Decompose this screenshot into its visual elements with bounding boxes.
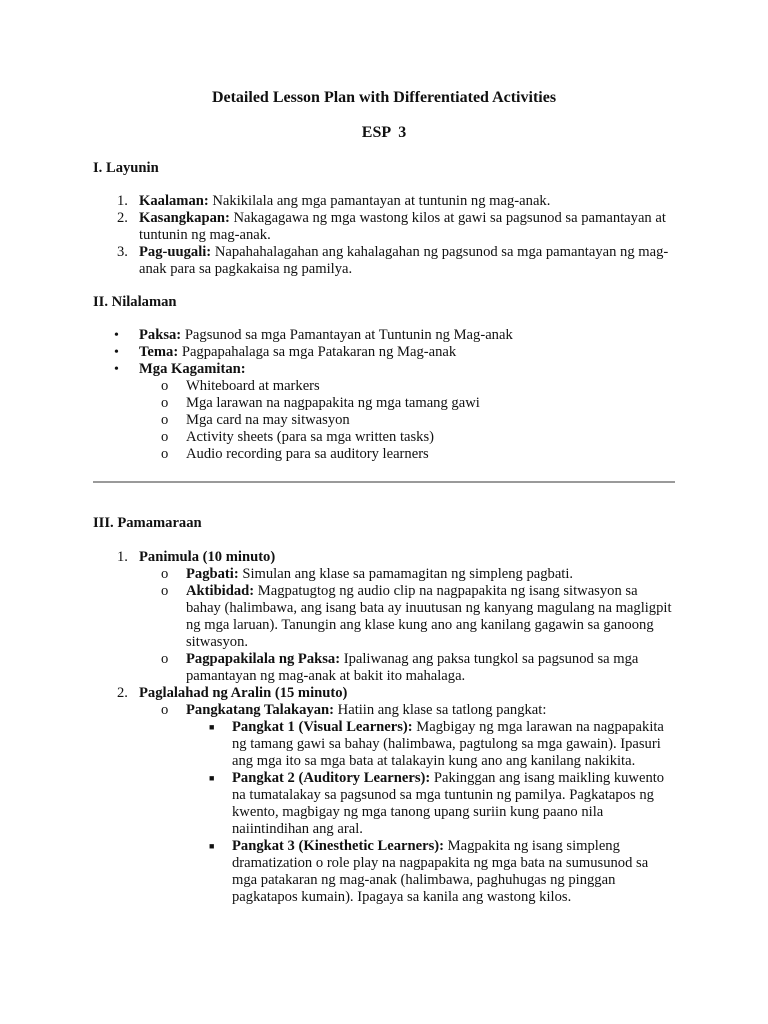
list-item — [0, 244, 675, 278]
item-text: Ipaliwanag ang paksa tungkol sa pagsunod sa mga pamantayan ng mag-anak at bakit ito mahalaga. — [186, 651, 639, 684]
layunin-list — [0, 193, 768, 278]
bullet-icon: • — [114, 345, 119, 360]
panimula-sublist — [0, 566, 675, 685]
item-label: Tema: — [139, 344, 179, 360]
list-item — [0, 412, 676, 429]
bullet-icon: • — [114, 362, 119, 377]
list-item-panimula — [0, 549, 675, 685]
square-bullet-icon: ■ — [209, 841, 215, 851]
list-item — [0, 327, 675, 344]
square-bullet-icon: ■ — [209, 722, 215, 732]
circle-bullet-icon: o — [161, 378, 169, 394]
circle-bullet-icon: o — [161, 395, 169, 411]
circle-bullet-icon: o — [161, 702, 169, 718]
circle-bullet-icon: o — [161, 429, 169, 445]
pangkat-list — [0, 719, 676, 906]
list-item — [0, 838, 676, 906]
list-item — [0, 193, 675, 210]
pamamaraan-list — [0, 549, 768, 906]
list-item — [0, 651, 676, 685]
list-number: 2. — [117, 685, 128, 701]
kagamitan-list — [0, 378, 675, 463]
circle-bullet-icon: o — [161, 566, 169, 582]
item-label: Kasangkapan: — [139, 210, 230, 226]
document-subtitle: ESP 3 — [361, 124, 407, 141]
list-number: 1. — [117, 193, 128, 209]
nilalaman-list — [0, 327, 768, 463]
list-item — [0, 210, 675, 244]
item-label: Pangkat 3 (Kinesthetic Learners): — [232, 838, 444, 854]
list-item — [0, 378, 676, 395]
item-label: Pangkat 2 (Auditory Learners): — [232, 770, 431, 786]
item-text: Audio recording para sa auditory learners — [186, 446, 429, 462]
list-number: 3. — [117, 244, 128, 260]
circle-bullet-icon: o — [161, 412, 169, 428]
item-text: Activity sheets (para sa mga written tasks) — [186, 429, 435, 445]
item-label: Mga Kagamitan: — [139, 361, 246, 377]
list-item — [0, 446, 676, 463]
list-item — [0, 361, 675, 463]
item-label: Pangkat 1 (Visual Learners): — [232, 719, 413, 735]
item-label: Aktibidad: — [186, 583, 255, 599]
square-bullet-icon: ■ — [209, 773, 215, 783]
bullet-icon: • — [114, 328, 119, 343]
item-label: Pagbati: — [186, 566, 239, 582]
item-text: Hatiin ang klase sa tatlong pangkat: — [334, 702, 547, 718]
item-text: Pakinggan ang isang maikling kuwento na tumatalakay sa pagsunod sa mga tuntunin ng pamilya. Pagkatapos ng kwento, magbigay ng mga tanong upang suriin kung paano nila naiintindihan ang aral. — [232, 770, 665, 837]
item-label: Panimula (10 minuto) — [139, 549, 276, 565]
list-item-paglalahad — [0, 685, 675, 906]
item-text: Mga larawan na nagpapakita ng mga tamang gawi — [186, 395, 480, 411]
item-label: Paksa: — [139, 327, 182, 343]
list-number: 1. — [117, 549, 128, 565]
list-item — [0, 702, 676, 906]
item-text: Pagsunod sa mga Pamantayan at Tuntunin ng Mag-anak — [181, 327, 513, 343]
list-item — [0, 344, 675, 361]
item-text: Magpatugtog ng audio clip na nagpapakita ng isang sitwasyon sa bahay (halimbawa, ang isang bata ay inuutusan ng kanyang magulang na magligpit ng mga laruan). Tanungin ang klase kung ano ang kanilang gagawin sa ganoong sitwasyon. — [186, 583, 672, 650]
circle-bullet-icon: o — [161, 446, 169, 462]
circle-bullet-icon: o — [161, 583, 169, 599]
item-label: Kaalaman: — [139, 193, 209, 209]
list-item — [0, 719, 676, 770]
section-heading-pamamaraan: III. Pamamaraan — [93, 515, 202, 531]
item-text: Whiteboard at markers — [186, 378, 320, 394]
item-text: Mga card na may sitwasyon — [186, 412, 350, 428]
document-title: Detailed Lesson Plan with Differentiated Activities — [211, 89, 557, 106]
item-label: Pag-uugali: — [139, 244, 212, 260]
item-text: Nakagagawa ng mga wastong kilos at gawi sa pagsunod sa pamantayan at tuntunin ng mag-anak. — [139, 210, 666, 243]
item-label: Pagpapakilala ng Paksa: — [186, 651, 341, 667]
item-text: Nakikilala ang mga pamantayan at tuntunin ng mag-anak. — [208, 193, 551, 209]
item-text: Magbigay ng mga larawan na nagpapakita ng tamang gawi sa bahay (halimbawa, pagtulong sa mga gawain). Ipasuri ang mga ito sa mga bata at talakayin kung ano ang kanilang nakikita. — [232, 719, 664, 769]
item-label: Pangkatang Talakayan: — [186, 702, 335, 718]
list-item — [0, 395, 676, 412]
paglalahad-sublist — [0, 702, 675, 906]
list-item — [0, 429, 676, 446]
list-item — [0, 770, 676, 838]
list-number: 2. — [117, 210, 128, 226]
item-text: Simulan ang klase sa pamamagitan ng simpleng pagbati. — [238, 566, 574, 582]
list-item — [0, 583, 676, 651]
section-heading-nilalaman: II. Nilalaman — [93, 294, 177, 310]
section-heading-layunin: I. Layunin — [93, 160, 159, 176]
circle-bullet-icon: o — [161, 651, 169, 667]
list-item — [0, 566, 676, 583]
item-text: Magpakita ng isang simpleng dramatization o role play na nagpapakita ng mga bata na sumusunod sa mga patakaran ng mag-anak (halimbawa, paghuhugas ng pinggan pagkatapos kumain). Ipagaya sa kanila ang wastong kilos. — [232, 838, 649, 905]
item-text: Napahahalagahan ang kahalagahan ng pagsunod sa mga pamantayan ng mag-anak para sa pagkakaisa ng pamilya. — [139, 244, 669, 277]
item-text: Pagpapahalaga sa mga Patakaran ng Mag-anak — [178, 344, 457, 360]
item-label: Paglalahad ng Aralin (15 minuto) — [139, 685, 348, 701]
horizontal-divider — [93, 481, 675, 483]
